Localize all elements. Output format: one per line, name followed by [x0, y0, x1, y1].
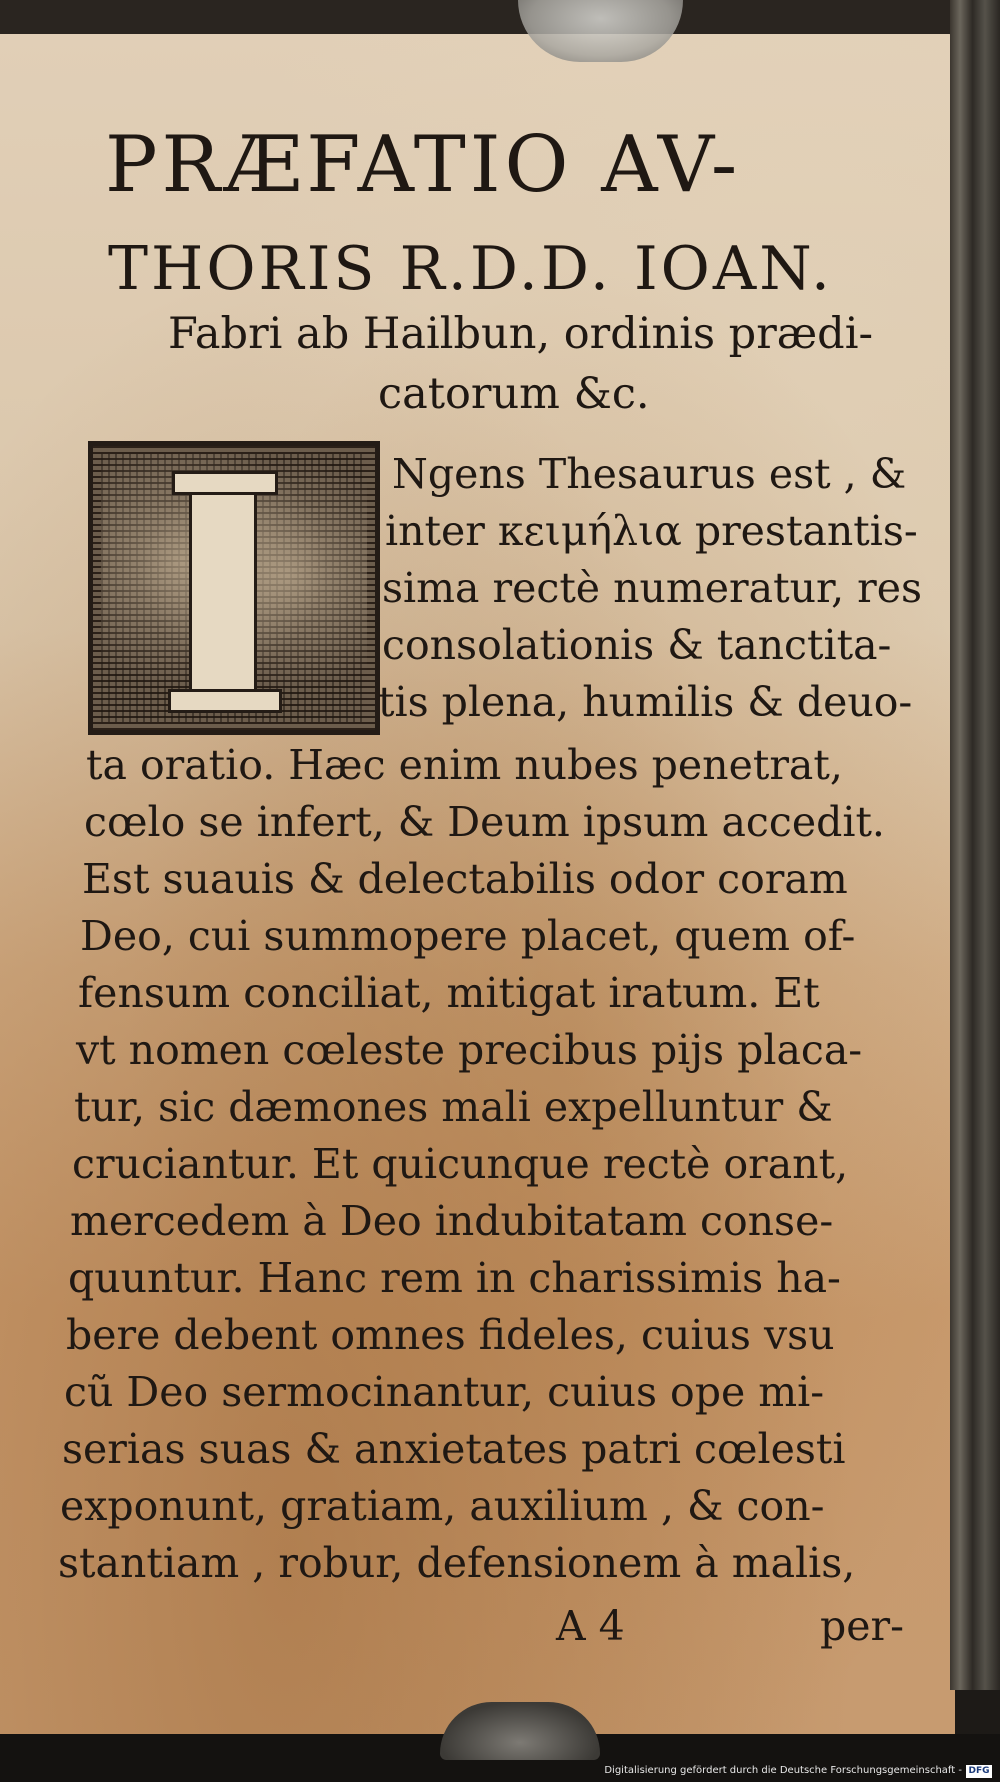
body-line: sima rectè numeratur, res — [382, 564, 923, 612]
signature-mark: A 4 — [556, 1602, 625, 1650]
body-line: inter κειμήλια prestantis- — [385, 507, 918, 555]
body-line: quuntur. Hanc rem in charissimis ha- — [68, 1254, 841, 1302]
dfg-logo: DFG — [966, 1765, 992, 1778]
subtitle-line-2: catorum &c. — [378, 369, 650, 419]
bottom-clip — [440, 1702, 600, 1760]
body-line: Ngens Thesaurus est , & — [392, 450, 907, 498]
body-line: bere debent omnes fideles, cuius vsu — [66, 1311, 835, 1359]
body-line: ta oratio. Hæc enim nubes penetrat, — [86, 741, 843, 789]
decorated-initial-woodcut — [88, 441, 380, 735]
body-line: mercedem à Deo indubitatam conse- — [70, 1197, 834, 1245]
body-line: vt nomen cœleste precibus pijs placa- — [76, 1026, 863, 1074]
body-line: fensum conciliat, mitigat iratum. Et — [78, 969, 820, 1017]
initial-letter-i-icon — [189, 474, 257, 710]
body-line: Est suauis & delectabilis odor coram — [82, 855, 848, 903]
book-page — [0, 34, 955, 1734]
body-line: Deo, cui summopere placet, quem of- — [80, 912, 856, 960]
book-fore-edge — [950, 0, 1000, 1690]
body-line: cœlo se infert, & Deum ipsum accedit. — [84, 798, 885, 846]
body-line: serias suas & anxietates patri cœlesti — [62, 1425, 846, 1473]
title-line-2: THORIS R.D.D. IOAN. — [108, 234, 833, 304]
digitization-credit: Digitalisierung gefördert durch die Deutsche Forschungsgemeinschaft - — [604, 1765, 962, 1776]
body-line: tis plena, humilis & deuo- — [378, 678, 913, 726]
body-line: stantiam , robur, defensionem à malis, — [58, 1539, 856, 1587]
body-line: cũ Deo sermocinantur, cuius ope mi- — [64, 1368, 825, 1416]
body-line: consolationis & tanctita- — [382, 621, 892, 669]
body-line: cruciantur. Et quicunque rectè orant, — [72, 1140, 849, 1188]
subtitle-line-1: Fabri ab Hailbun, ordinis prædi- — [168, 309, 873, 359]
title-line-1: PRÆFATIO AV- — [105, 120, 742, 210]
body-line: exponunt, gratiam, auxilium , & con- — [60, 1482, 825, 1530]
catchword: per- — [820, 1602, 904, 1650]
body-line: tur, sic dæmones mali expelluntur & — [74, 1083, 833, 1131]
